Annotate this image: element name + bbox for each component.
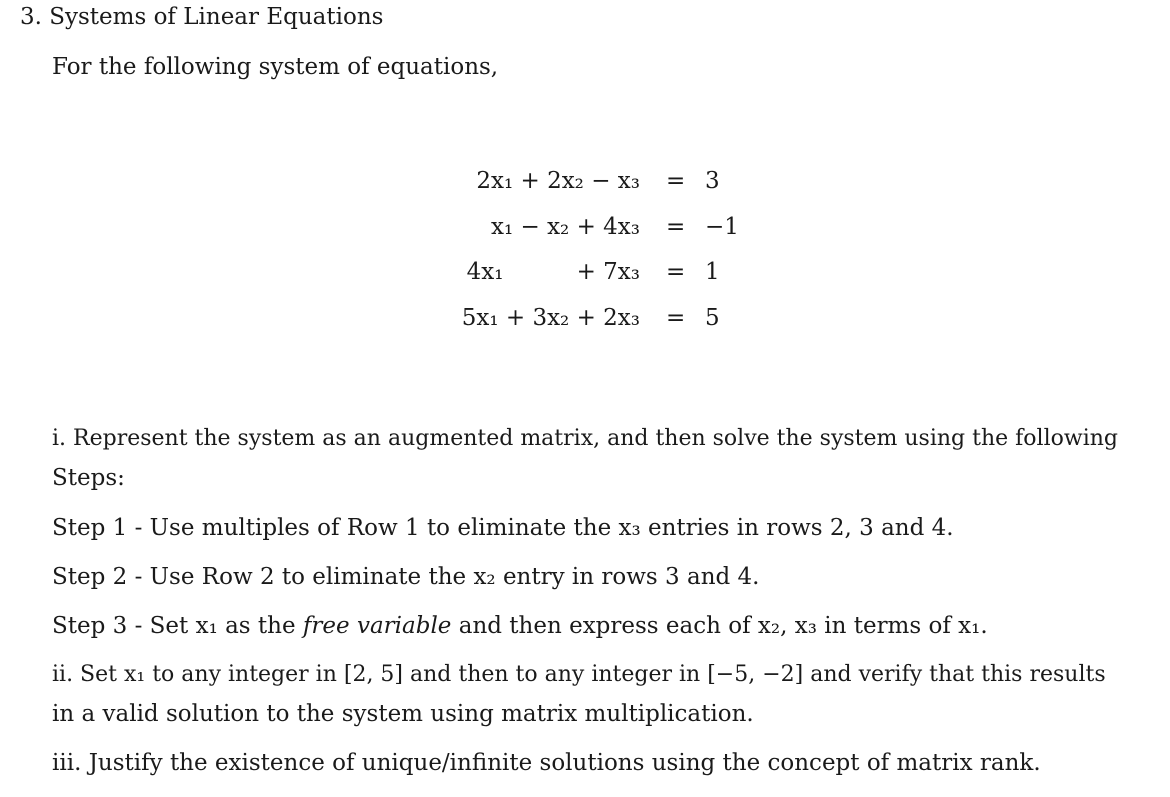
- equation-row: [0, 168, 1170, 202]
- equals-sign: =: [666, 168, 686, 194]
- step-3: [52, 613, 988, 639]
- equals-sign: =: [666, 259, 686, 285]
- part-i-line2: Steps:: [52, 465, 125, 491]
- step-3-text-a: Step 3 - Set x₁ as the: [52, 613, 303, 639]
- equation-row: [0, 259, 1170, 293]
- equation-rhs: 1: [705, 259, 720, 285]
- equation-rhs: 5: [705, 305, 720, 331]
- section-heading: 3. Systems of Linear Equations: [20, 4, 384, 30]
- equals-sign: =: [666, 305, 686, 331]
- intro-text: For the following system of equations,: [52, 54, 499, 80]
- step-2: Step 2 - Use Row 2 to eliminate the x₂ entry in rows 3 and 4.: [52, 564, 760, 590]
- equation-lhs: x₁ − x₂ + 4x₃: [491, 214, 640, 240]
- equation-lhs: 5x₁ + 3x₂ + 2x₃: [461, 305, 640, 331]
- equation-row: [0, 305, 1170, 339]
- equation-lhs: 4x₁ + 7x₃: [466, 259, 640, 285]
- equation-lhs: 2x₁ + 2x₂ − x₃: [476, 168, 640, 194]
- step-1: Step 1 - Use multiples of Row 1 to eliminate the x₃ entries in rows 2, 3 and 4.: [52, 515, 954, 541]
- equation-rhs: 3: [705, 168, 720, 194]
- part-iii: iii. Justify the existence of unique/infinite solutions using the concept of matrix rank.: [52, 750, 1041, 776]
- part-i-line1: i. Represent the system as an augmented matrix, and then solve the system using the following: [52, 426, 1118, 451]
- part-ii-line1: ii. Set x₁ to any integer in [2, 5] and then to any integer in [−5, −2] and verify that this results: [52, 662, 1106, 687]
- step-3-free-variable: free variable: [302, 613, 452, 639]
- equation-rhs: −1: [705, 214, 739, 240]
- equation-row: [0, 214, 1170, 248]
- equals-sign: =: [666, 214, 686, 240]
- part-ii-line2: in a valid solution to the system using matrix multiplication.: [52, 701, 754, 727]
- step-3-text-b: and then express each of x₂, x₃ in terms of x₁.: [451, 613, 988, 639]
